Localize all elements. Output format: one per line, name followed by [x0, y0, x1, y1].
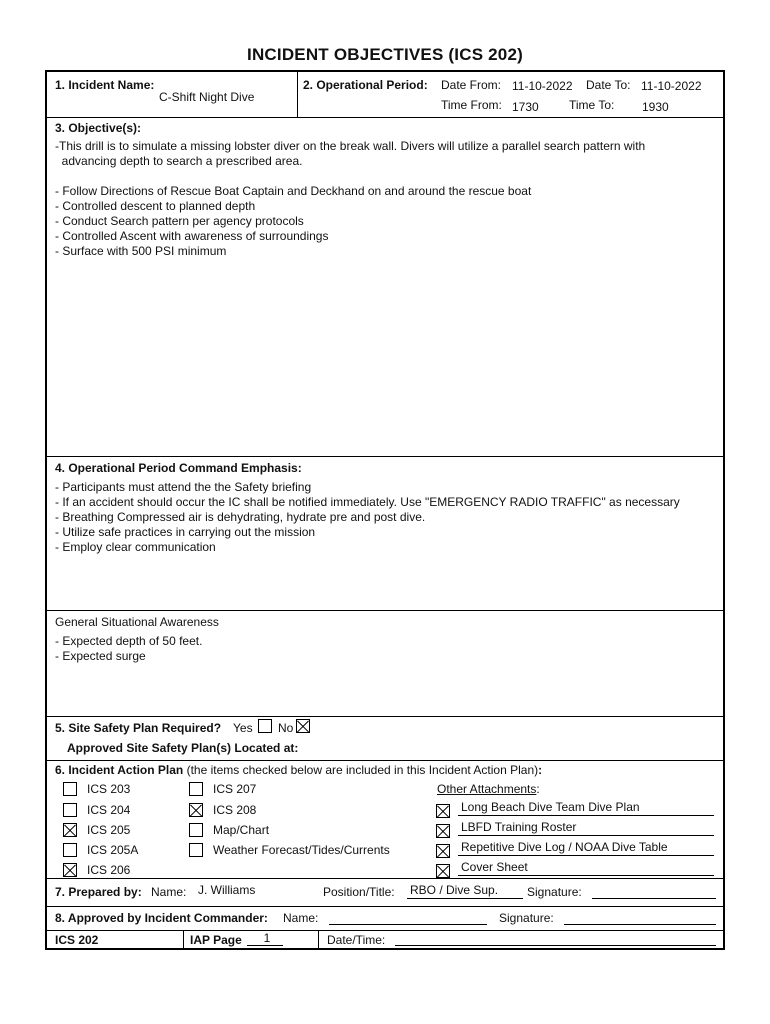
emphasis-line: - Employ clear communication	[55, 540, 216, 554]
iap-label-bold: 6. Incident Action Plan	[55, 763, 184, 777]
emphasis-line: - Breathing Compressed air is dehydrating, hydrate pre and post dive.	[55, 510, 426, 524]
emphasis-line: - Participants must attend the the Safety briefing	[55, 480, 312, 494]
row-divider	[47, 716, 723, 717]
iap-map-chart-label: Map/Chart	[213, 823, 270, 837]
attachment-underline	[458, 875, 714, 876]
op-period-label: 2. Operational Period:	[303, 78, 428, 92]
iap-page-label: IAP Page	[190, 933, 242, 947]
situational-line: - Expected surge	[55, 649, 146, 663]
iap-ics204-checkbox[interactable]	[63, 803, 77, 817]
other-attachment-label[interactable]: Repetitive Dive Log / NOAA Dive Table	[461, 840, 668, 854]
col-divider	[297, 72, 298, 117]
approved-name-line[interactable]	[329, 924, 487, 925]
site-safety-yes-label: Yes	[233, 721, 253, 735]
prepared-by-label: 7. Prepared by:	[55, 885, 142, 899]
prepared-name-label: Name:	[151, 885, 187, 899]
other-attachments-text: Other Attachments	[437, 782, 537, 796]
date-from-value[interactable]: 11-10-2022	[512, 79, 573, 93]
other-attachment-label[interactable]: Cover Sheet	[461, 860, 528, 874]
objective-line: - Controlled descent to planned depth	[55, 199, 256, 213]
date-to-label: Date To:	[586, 78, 631, 92]
time-from-label: Time From:	[441, 98, 502, 112]
form-id: ICS 202	[55, 933, 99, 947]
iap-ics207-label: ICS 207	[213, 782, 257, 796]
iap-page-value[interactable]: 1	[263, 931, 271, 945]
prepared-signature-label: Signature:	[527, 885, 582, 899]
objective-line	[55, 169, 645, 184]
attachment-underline	[458, 855, 714, 856]
date-to-value[interactable]: 11-10-2022	[641, 79, 702, 93]
attachment-underline	[458, 815, 714, 816]
iap-ics205a-label: ICS 205A	[87, 843, 139, 857]
other-attachment-checkbox[interactable]	[436, 804, 450, 818]
other-attachment-label[interactable]: LBFD Training Roster	[461, 820, 577, 834]
iap-ics203-checkbox[interactable]	[63, 782, 77, 796]
objective-line: - Follow Directions of Rescue Boat Captain and Deckhand on and around the rescue boat	[55, 184, 532, 198]
objective-line: - Conduct Search pattern per agency protocols	[55, 214, 304, 228]
date-from-label: Date From:	[441, 78, 502, 92]
other-attachment-label[interactable]: Long Beach Dive Team Dive Plan	[461, 800, 640, 814]
iap-label-rest: (the items checked below are included in this Incident Action Plan)	[183, 763, 539, 777]
approved-signature-line[interactable]	[564, 924, 716, 925]
col-divider	[183, 930, 184, 948]
iap-ics207-checkbox[interactable]	[189, 782, 203, 796]
incident-name-value[interactable]: C-Shift Night Dive	[159, 90, 255, 104]
objective-line: - Controlled Ascent with awareness of surroundings	[55, 229, 329, 243]
site-safety-yes-checkbox[interactable]	[258, 719, 272, 733]
site-safety-no-checkbox[interactable]	[296, 719, 310, 733]
col-divider	[318, 930, 319, 948]
emphasis-line: - If an accident should occur the IC shall be notified immediately. Use "EMERGENCY RADIO TRAFFIC" as necessary	[55, 495, 680, 509]
other-attachments-colon: :	[536, 782, 540, 796]
form-frame	[45, 70, 725, 950]
objectives-label: 3. Objective(s):	[55, 121, 142, 135]
time-to-value[interactable]: 1930	[642, 100, 669, 114]
prepared-signature-line[interactable]	[592, 898, 716, 899]
situational-text[interactable]	[55, 634, 202, 664]
prepared-name-value[interactable]: J. Williams	[198, 883, 256, 897]
datetime-line[interactable]	[395, 945, 716, 946]
iap-ics206-label: ICS 206	[87, 863, 131, 877]
row-divider	[47, 117, 723, 118]
iap-label	[55, 763, 542, 778]
site-safety-located-label: Approved Site Safety Plan(s) Located at:	[67, 741, 299, 755]
site-safety-label: 5. Site Safety Plan Required?	[55, 721, 222, 735]
objective-line: -This drill is to simulate a missing lobster diver on the break wall. Divers will utilize a parallel search pattern with	[55, 139, 646, 153]
other-attachments-label	[437, 782, 540, 797]
form-title: INCIDENT OBJECTIVES (ICS 202)	[247, 45, 523, 64]
attachment-underline	[458, 835, 714, 836]
iap-ics206-checkbox[interactable]	[63, 863, 77, 877]
row-divider	[47, 878, 723, 879]
objective-line: - Surface with 500 PSI minimum	[55, 244, 227, 258]
command-emphasis-text[interactable]	[55, 480, 680, 555]
iap-label-colon: :	[538, 763, 543, 777]
iap-map-chart-checkbox[interactable]	[189, 823, 203, 837]
other-attachment-checkbox[interactable]	[436, 844, 450, 858]
row-divider	[47, 456, 723, 457]
iap-ics203-label: ICS 203	[87, 782, 131, 796]
other-attachment-checkbox[interactable]	[436, 864, 450, 878]
iap-ics205a-checkbox[interactable]	[63, 843, 77, 857]
approved-by-label: 8. Approved by Incident Commander:	[55, 911, 268, 925]
situational-line: - Expected depth of 50 feet.	[55, 634, 203, 648]
time-from-value[interactable]: 1730	[512, 100, 539, 114]
prepared-position-label: Position/Title:	[323, 885, 395, 899]
objectives-text[interactable]	[55, 139, 645, 259]
objective-line: advancing depth to search a prescribed area.	[55, 154, 303, 168]
row-divider	[47, 906, 723, 907]
emphasis-line: - Utilize safe practices in carrying out the mission	[55, 525, 316, 539]
iap-page-line	[247, 945, 283, 946]
other-attachment-checkbox[interactable]	[436, 824, 450, 838]
iap-weather-label: Weather Forecast/Tides/Currents	[213, 843, 390, 857]
row-divider	[47, 760, 723, 761]
site-safety-no-label: No	[278, 721, 294, 735]
iap-ics208-label: ICS 208	[213, 803, 257, 817]
incident-name-label: 1. Incident Name:	[55, 78, 155, 92]
approved-name-label: Name:	[283, 911, 319, 925]
prepared-position-value[interactable]: RBO / Dive Sup.	[410, 883, 499, 897]
command-emphasis-label: 4. Operational Period Command Emphasis:	[55, 461, 302, 475]
iap-ics205-label: ICS 205	[87, 823, 131, 837]
row-divider	[47, 930, 723, 931]
row-divider	[47, 610, 723, 611]
datetime-label: Date/Time:	[327, 933, 386, 947]
iap-ics204-label: ICS 204	[87, 803, 131, 817]
situational-label: General Situational Awareness	[55, 615, 219, 629]
position-underline	[407, 898, 523, 899]
iap-weather-checkbox[interactable]	[189, 843, 203, 857]
approved-signature-label: Signature:	[499, 911, 554, 925]
iap-ics205-checkbox[interactable]	[63, 823, 77, 837]
iap-ics208-checkbox[interactable]	[189, 803, 203, 817]
time-to-label: Time To:	[569, 98, 615, 112]
